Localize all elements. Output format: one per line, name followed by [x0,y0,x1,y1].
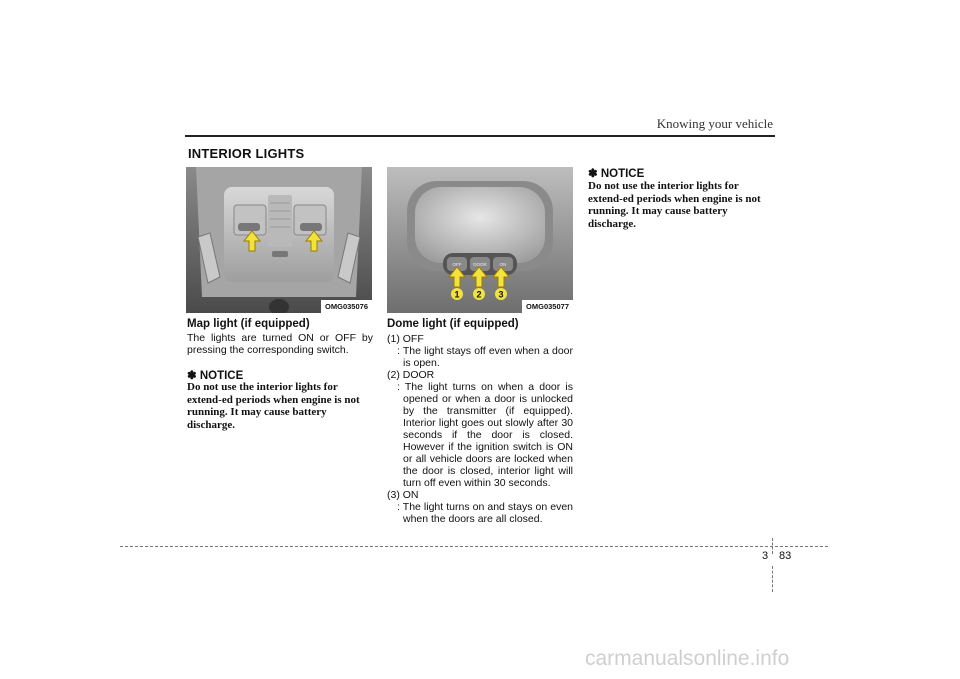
item-door-head: (2) DOOR [387,369,435,381]
middle-image-caption: OMG035077 [522,300,573,313]
section-label: Knowing your vehicle [656,116,773,131]
dome-light-items [387,333,573,525]
footer-rule [120,546,828,547]
callout-2: 2 [476,289,482,300]
switch-door-label: DOOR [473,262,487,267]
left-image-caption: OMG035076 [321,300,372,313]
map-light-photo [186,167,372,313]
header-rule [185,135,775,137]
map-light-illustration [186,167,372,313]
map-light-title: Map light (if equipped) [187,318,310,330]
map-light-body: The lights are turned ON or OFF by pressing the corresponding switch. [187,332,373,356]
dome-light-photo [387,167,573,313]
switch-off-label: OFF [452,262,462,267]
dome-light-title: Dome light (if equipped) [387,318,519,330]
left-notice-body: Do not use the interior lights for extend-ed periods when engine is not running. It may cause battery discharge. [187,381,360,431]
item-door [387,369,573,489]
item-off-head: (1) OFF [387,333,424,345]
switch-on-label: ON [499,262,507,267]
item-door-text: : The light turns on when a door is opened or when a door is unlocked by the transmitter (if equipped). Interior light goes out slowly after 30 seconds if the door is closed. However if the ignition switch is ON or all vehicle doors are locked when the door is closed, interior light will turn off even within 30 seconds. [397,381,573,489]
page-number: 83 [779,550,792,562]
callout-3: 3 [498,289,504,300]
page-heading: INTERIOR LIGHTS [188,146,305,161]
item-off-text: : The light stays off even when a door is open. [397,345,573,369]
watermark: carmanualsonline.info [585,647,790,670]
item-on-text: : The light turns on and stays on even when the doors are all closed. [397,501,573,525]
callout-1: 1 [454,289,460,300]
left-notice-title: ✽ NOTICE [187,370,244,382]
item-on-head: (3) ON [387,489,419,501]
chapter-number: 3 [762,550,769,562]
item-on [387,489,573,525]
right-notice-body: Do not use the interior lights for extend-ed periods when engine is not running. It may cause battery discharge. [588,180,761,230]
dome-light-illustration [387,167,573,313]
footer-tick-top [772,538,773,554]
footer-tick-bottom [772,566,773,592]
item-off [387,333,573,369]
right-notice-title: ✽ NOTICE [588,168,645,180]
